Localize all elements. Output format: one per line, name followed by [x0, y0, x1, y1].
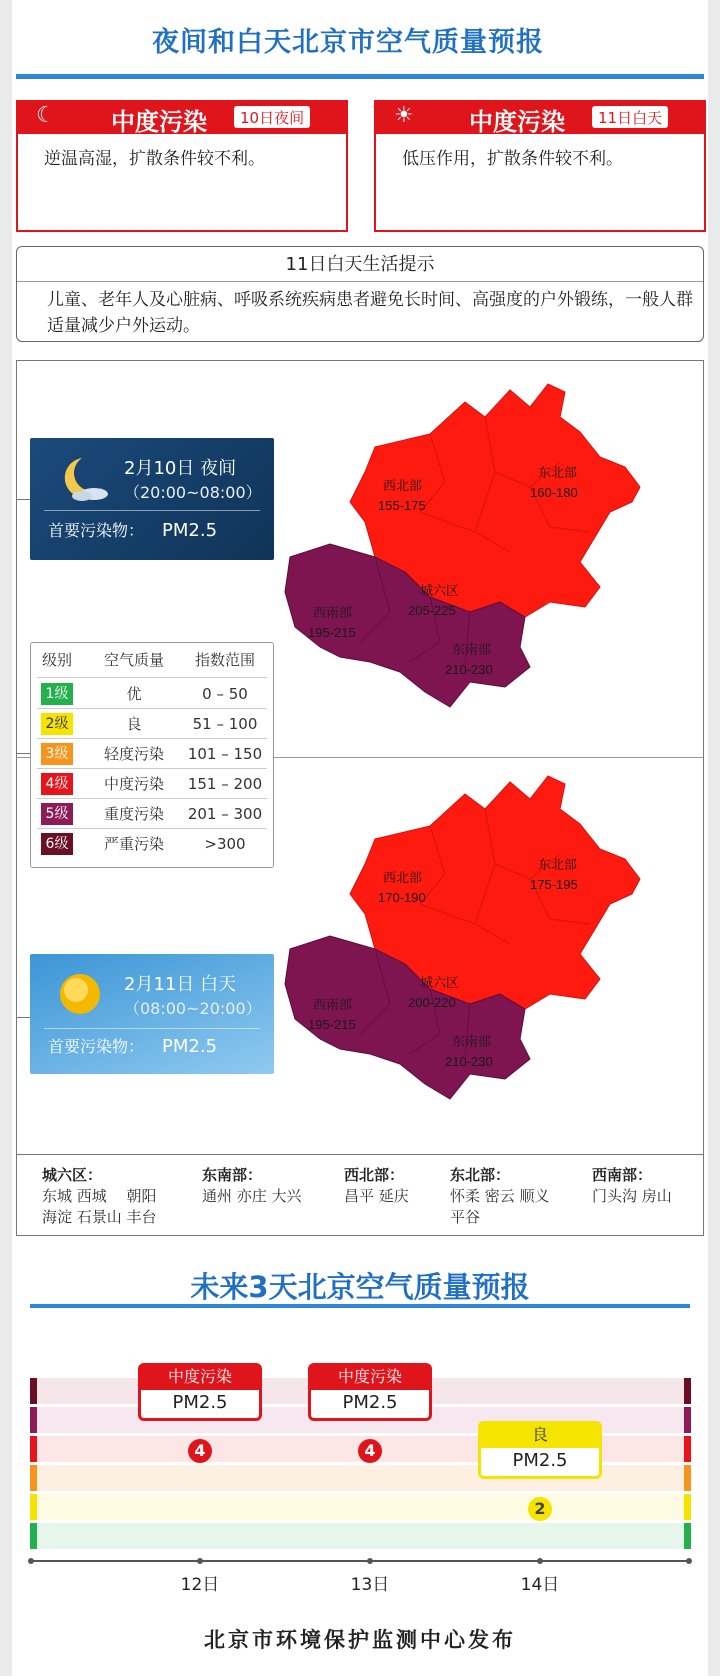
legend-quality: 严重污染	[103, 835, 164, 853]
district-line: 门头沟 房山	[592, 1187, 672, 1205]
level-band-1	[34, 1523, 688, 1549]
x-tick-label: 14日	[520, 1575, 560, 1595]
day-pollutant	[48, 1034, 217, 1057]
region-range: 170-190	[378, 890, 426, 905]
moon-cloud-icon	[52, 454, 112, 504]
legend-header-range: 指数范围	[194, 651, 255, 669]
district-line: 通州 亦庄 大兴	[202, 1187, 302, 1205]
frame-tick	[17, 753, 31, 754]
district-group	[202, 1165, 302, 1207]
bubble-quality: 良	[481, 1424, 599, 1448]
forecast-time: 11日白天	[592, 106, 668, 128]
day-info-card	[30, 954, 274, 1074]
region-name: 西北部	[383, 870, 423, 885]
night-date: 2月10日 夜间	[124, 458, 237, 479]
aqi-legend-table	[30, 642, 274, 868]
legend-level-badge: 6级	[41, 833, 73, 855]
level-band-marker	[684, 1523, 691, 1549]
moon-star-icon: ☾	[36, 103, 56, 128]
bubble-pollutant: PM2.5	[172, 1391, 228, 1413]
region-range: 160-180	[530, 485, 578, 500]
level-marker: 2	[528, 1497, 552, 1521]
axis-end-dot	[686, 1558, 692, 1564]
forecast-level: 中度污染	[469, 108, 565, 136]
region-range: 205-225	[408, 603, 456, 618]
level-band-marker	[30, 1494, 37, 1520]
x-tick-label: 13日	[350, 1575, 390, 1595]
level-marker: 4	[188, 1439, 212, 1463]
legend-row	[31, 679, 273, 709]
forecast-bubble	[138, 1363, 262, 1421]
region-range: 210-230	[445, 1054, 493, 1069]
level-band-marker	[684, 1494, 691, 1520]
region-name: 东南部	[452, 642, 492, 657]
district-title: 东南部：	[202, 1166, 263, 1184]
legend-header	[31, 645, 273, 675]
forecast-bubble	[478, 1421, 602, 1479]
x-tick-label: 12日	[180, 1575, 220, 1595]
forecast-time: 10日夜间	[234, 106, 310, 128]
district-key	[16, 1154, 704, 1236]
legend-quality: 中度污染	[103, 775, 164, 793]
footer-publisher: 北京市环境保护监测中心发布	[204, 1628, 516, 1652]
forecast-card-night	[16, 100, 348, 232]
day-span: （08:00~20:00）	[124, 999, 262, 1018]
district-group	[450, 1165, 550, 1228]
bubble-pollutant: PM2.5	[512, 1449, 568, 1471]
region-name: 西北部	[383, 478, 423, 493]
legend-level-badge: 2级	[41, 713, 73, 735]
district-title: 城六区：	[42, 1166, 103, 1184]
region-name: 东北部	[538, 465, 578, 480]
level-band-marker	[684, 1407, 691, 1433]
bubble-pollutant: PM2.5	[342, 1391, 398, 1413]
level-band-2	[34, 1494, 688, 1520]
district-title: 西南部：	[592, 1166, 653, 1184]
district-group	[344, 1165, 409, 1207]
region-range: 200-220	[408, 995, 456, 1010]
district-line: 东城 西城 朝阳	[42, 1187, 157, 1205]
legend-quality: 优	[126, 685, 142, 703]
legend-quality: 良	[126, 715, 142, 733]
x-axis	[30, 1560, 690, 1562]
legend-level-badge: 1级	[41, 683, 73, 705]
region-name: 西南部	[313, 605, 353, 620]
region-name: 城六区	[420, 583, 460, 598]
tips-title: 11日白天生活提示	[17, 247, 703, 282]
region-name: 城六区	[420, 975, 460, 990]
region-range: 210-230	[445, 662, 493, 677]
pollutant-value: PM2.5	[162, 520, 218, 541]
region-range: 175-195	[530, 877, 578, 892]
region-range: 195-215	[308, 625, 356, 640]
level-band-marker	[684, 1465, 691, 1491]
legend-row	[31, 769, 273, 799]
legend-row	[31, 829, 273, 859]
sun-icon: ☀	[394, 103, 414, 128]
district-line: 怀柔 密云 顺义	[450, 1187, 550, 1205]
district-title: 西北部：	[344, 1166, 405, 1184]
level-band-marker	[30, 1407, 37, 1433]
level-band-marker	[30, 1465, 37, 1491]
region-range: 195-215	[308, 1017, 356, 1032]
district-title: 东北部：	[450, 1166, 511, 1184]
forecast-description: 逆温高湿，扩散条件较不利。	[44, 149, 265, 169]
forecast3-title: 未来3天北京空气质量预报	[190, 1270, 530, 1304]
forecast-level: 中度污染	[111, 108, 207, 136]
page-title: 夜间和白天北京市空气质量预报	[152, 27, 544, 58]
level-band-marker	[684, 1436, 691, 1462]
legend-row	[31, 709, 273, 739]
forecast-bubble	[308, 1363, 432, 1421]
legend-divider	[37, 677, 267, 678]
bubble-quality: 中度污染	[141, 1366, 259, 1390]
title-divider	[16, 74, 704, 79]
region-range: 155-175	[378, 498, 426, 513]
beijing-map-night	[280, 362, 700, 742]
forecast-card-header	[374, 100, 706, 134]
legend-range: 201 – 300	[187, 805, 263, 823]
day-date: 2月11日 白天	[124, 974, 237, 995]
night-pollutant	[48, 518, 217, 541]
pollutant-value: PM2.5	[162, 1036, 218, 1057]
pollutant-label: 首要污染物：	[48, 521, 145, 540]
region-name: 西南部	[313, 997, 353, 1012]
forecast-card-day	[374, 100, 706, 232]
tips-body: 儿童、老年人及心脏病、呼吸系统疾病患者避免长时间、高强度的户外锻练，一般人群适量减少户外运动。	[47, 290, 693, 336]
district-line: 海淀 石景山 丰台	[42, 1208, 157, 1226]
forecast-description: 低压作用，扩散条件较不利。	[402, 149, 623, 169]
legend-range: 51 – 100	[192, 715, 258, 733]
level-band-marker	[30, 1436, 37, 1462]
legend-header-quality: 空气质量	[103, 651, 164, 669]
legend-range: 151 – 200	[187, 775, 263, 793]
region-name: 东北部	[538, 857, 578, 872]
forecast-card-header	[16, 100, 348, 134]
level-marker: 4	[358, 1439, 382, 1463]
district-line: 昌平 延庆	[344, 1187, 409, 1205]
life-tips-box	[16, 246, 704, 342]
legend-level-badge: 5级	[41, 803, 73, 825]
level-band-marker	[30, 1523, 37, 1549]
legend-range: 101 – 150	[187, 745, 263, 763]
level-band-marker	[684, 1378, 691, 1404]
beijing-map-day	[280, 754, 700, 1134]
district-group	[42, 1165, 157, 1228]
district-line: 平谷	[450, 1208, 481, 1226]
legend-range: 0 – 50	[202, 685, 248, 703]
legend-row	[31, 739, 273, 769]
pollutant-label: 首要污染物：	[48, 1037, 145, 1056]
bubble-quality: 中度污染	[311, 1366, 429, 1390]
sun-icon	[52, 968, 108, 1020]
frame-tick	[17, 1017, 31, 1018]
legend-header-level: 级别	[41, 651, 72, 669]
legend-quality: 轻度污染	[103, 745, 164, 763]
district-group	[592, 1165, 672, 1207]
night-span: （20:00~08:00）	[124, 483, 262, 502]
card-divider	[44, 1028, 260, 1029]
legend-level-badge: 3级	[41, 743, 73, 765]
region-name: 东南部	[452, 1034, 492, 1049]
legend-row	[31, 799, 273, 829]
frame-tick	[17, 499, 31, 500]
legend-level-badge: 4级	[41, 773, 73, 795]
forecast3-divider	[30, 1304, 690, 1308]
legend-quality: 重度污染	[103, 805, 164, 823]
level-band-marker	[30, 1378, 37, 1404]
card-divider	[44, 510, 260, 511]
axis-end-dot	[28, 1558, 34, 1564]
night-info-card	[30, 438, 274, 560]
legend-range: >300	[204, 835, 246, 853]
